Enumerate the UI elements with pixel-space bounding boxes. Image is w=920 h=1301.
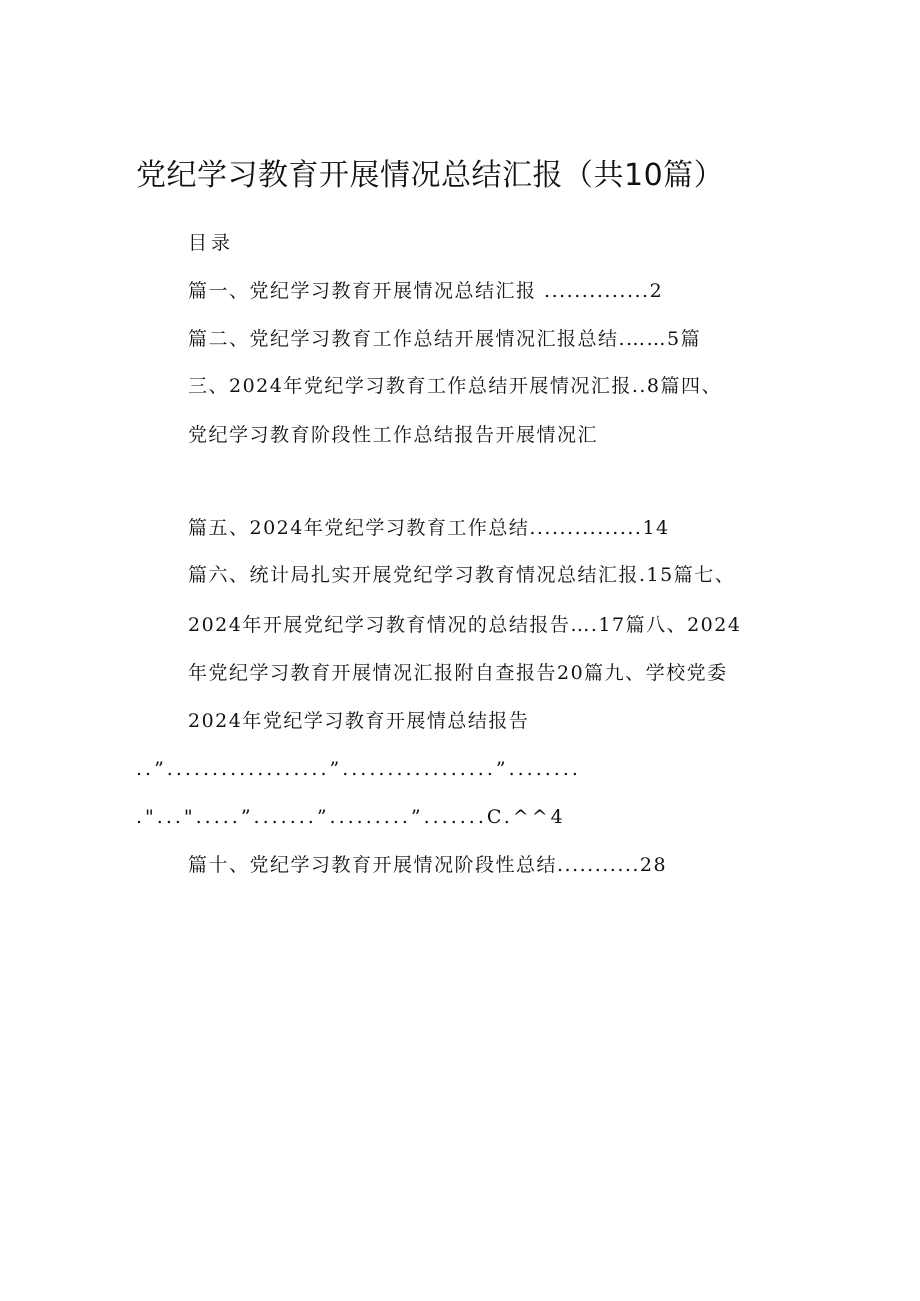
toc-line-9: 2024年党纪学习教育开展情总结报告 xyxy=(188,710,530,732)
toc-line-1: 篇一、党纪学习教育开展情况总结汇报 ..............2 xyxy=(188,280,664,302)
toc-heading: 目录 xyxy=(188,232,235,254)
toc-line-5: 篇五、2024年党纪学习教育工作总结...............14 xyxy=(188,517,670,539)
toc-line-4: 党纪学习教育阶段性工作总结报告开展情况汇 xyxy=(188,424,599,446)
toc-line-12: 篇十、党纪学习教育开展情况阶段性总结...........28 xyxy=(188,854,668,876)
toc-line-8: 年党纪学习教育开展情况汇报附自查报告20篇九、学校党委 xyxy=(188,662,728,684)
toc-line-3: 三、2024年党纪学习教育工作总结开展情况汇报..8篇四、 xyxy=(188,375,723,397)
toc-line-2: 篇二、党纪学习教育工作总结开展情况汇报总结.……5篇 xyxy=(188,328,702,350)
document-title: 党纪学习教育开展情况总结汇报（共10篇） xyxy=(136,158,725,193)
toc-line-6: 篇六、统计局扎实开展党纪学习教育情况总结汇报.15篇七、 xyxy=(188,564,736,586)
toc-line-7: 2024年开展党纪学习教育情况的总结报告….17篇八、2024 xyxy=(188,614,742,636)
toc-line-11: ."...".....”.......”.........”.......C.^^4 xyxy=(136,806,566,828)
toc-line-10: ..”..................”.................”........ xyxy=(136,758,581,780)
